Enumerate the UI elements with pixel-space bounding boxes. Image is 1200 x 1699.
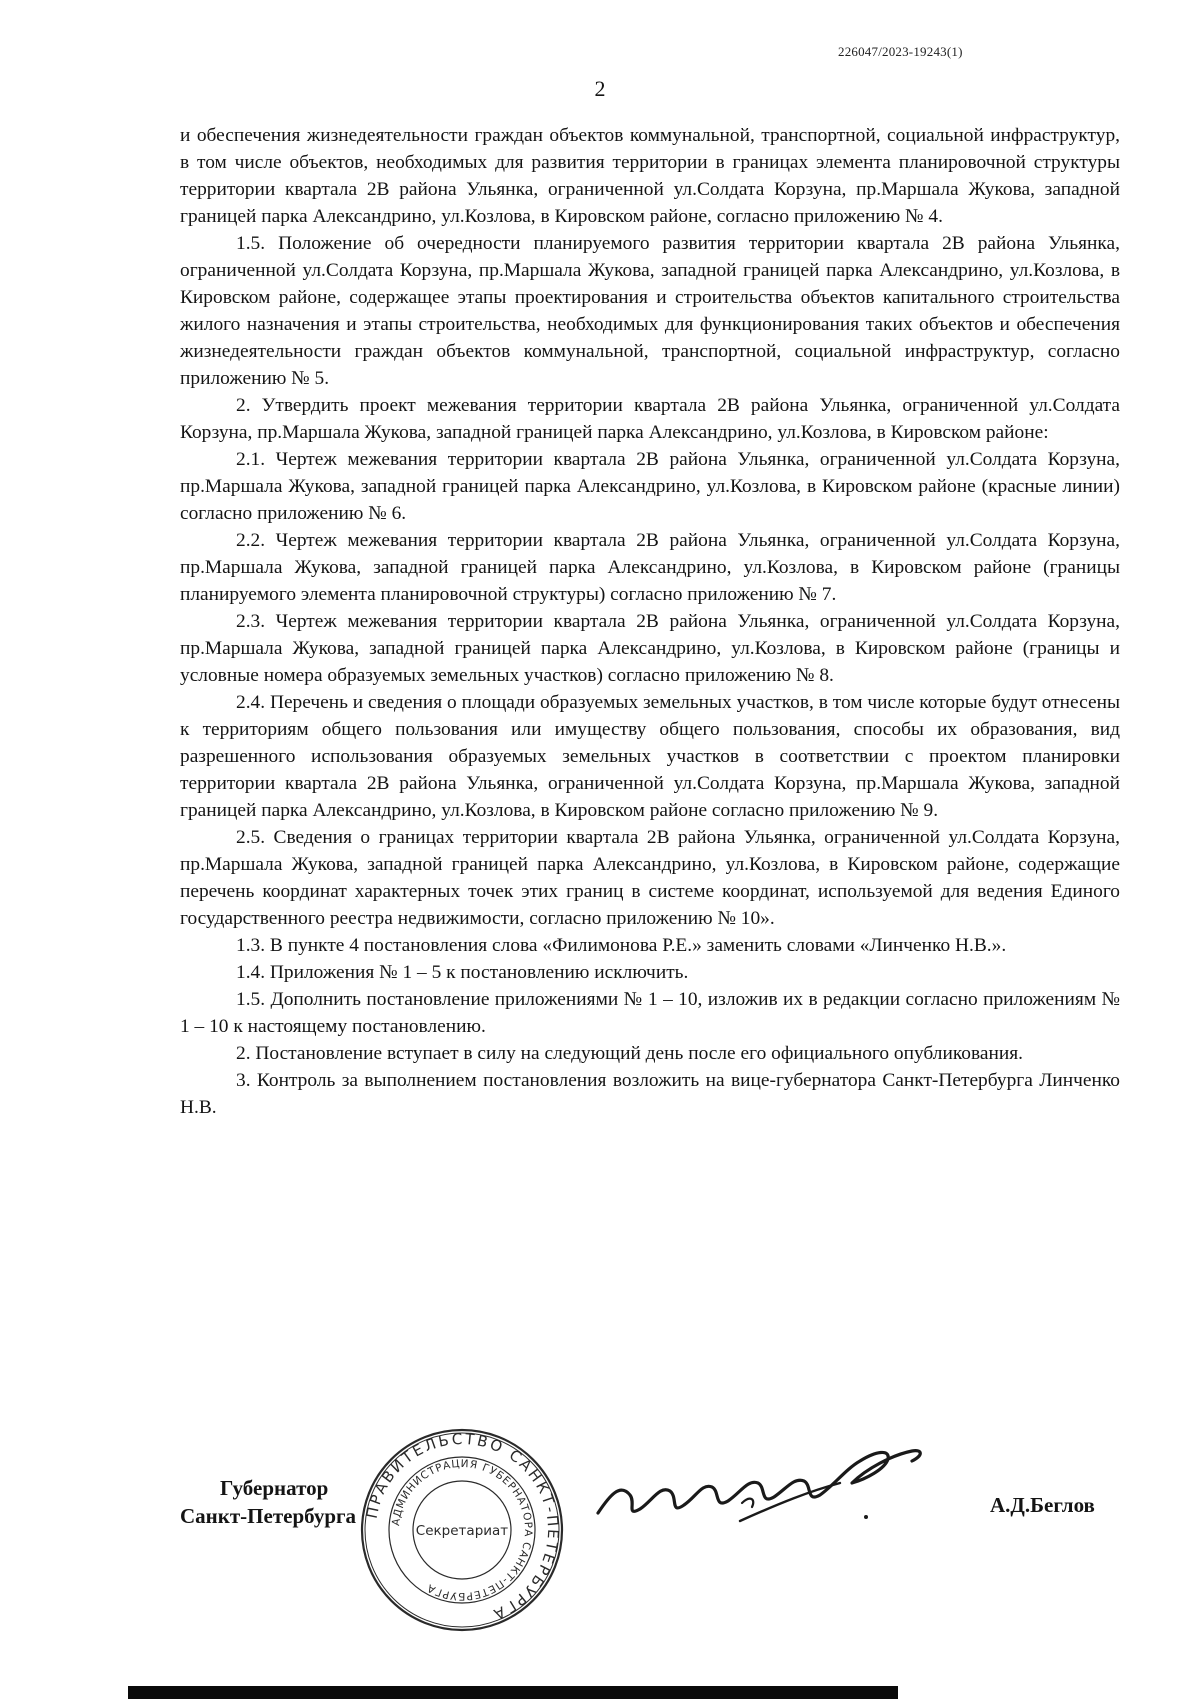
stamp-seal-graphic [357,1425,567,1635]
document-paragraph: 1.5. Дополнить постановление приложениями № 1 – 10, изложив их в редакции согласно приложениям № 1 – 10 к настоящему постановлению. [180,989,1120,1037]
document-paragraph: 1.4. Приложения № 1 – 5 к постановлению исключить. [236,962,689,983]
signature-graphic [590,1425,930,1545]
signatory-title-line1: Губернатор [220,1476,329,1500]
document-paragraph: 2. Постановление вступает в силу на следующий день после его официального опубликования. [236,1043,1024,1064]
document-paragraph: 1.3. В пункте 4 постановления слова «Филимонова Р.Е.» заменить словами «Линченко Н.В.». [236,935,1007,956]
handwritten-signature [590,1425,930,1550]
signatory-title [180,1474,356,1530]
svg-text:Секретариат: Секретариат [415,1523,509,1539]
document-paragraph: 2.5. Сведения о границах территории квартала 2В района Ульянка, ограниченной ул.Солдата Корзуна, пр.Маршала Жукова, западной границей парка Александрино, ул.Козлова, в Кировском районе, содержащие перечень координат характерных точек этих границ в системе координат, используемой для ведения Единого государственного реестра недвижимости, согласно приложению № 10». [180,827,1120,929]
document-paragraph: 1.5. Положение об очередности планируемого развития территории квартала 2В района Ульянка, ограниченной ул.Солдата Корзуна, пр.Маршала Жукова, западной границей парка Александрино, ул.Козлова, в Кировском районе, содержащее этапы проектирования и строительства объектов капитального строительства жилого назначения и этапы строительства, необходимых для функционирования таких объектов и обеспечения жизнедеятельности граждан объектов коммунальной, транспортной, социальной инфраструктур, согласно приложению № 5. [180,233,1120,389]
page-number: 2 [594,76,606,101]
document-paragraph: 2.2. Чертеж межевания территории квартала 2В района Ульянка, ограниченной ул.Солдата Корзуна, пр.Маршала Жукова, западной границей парка Александрино, ул.Козлова, в Кировском районе (границы планируемого элемента планировочной структуры) согласно приложению № 7. [180,530,1120,605]
document-paragraph: 2.1. Чертеж межевания территории квартала 2В района Ульянка, ограниченной ул.Солдата Корзуна, пр.Маршала Жукова, западной границей парка Александрино, ул.Козлова, в Кировском районе (красные линии) согласно приложению № 6. [180,449,1120,524]
svg-text:ПРАВИТЕЛЬСТВО САНКТ-ПЕТЕРБУРГА: ПРАВИТЕЛЬСТВО САНКТ-ПЕТЕРБУРГА [362,1429,563,1625]
document-paragraph: 2.4. Перечень и сведения о площади образуемых земельных участков, в том числе которые будут отнесены к территориям общего пользования или имуществу общего пользования, способы их образования, вид разрешенного использования образуемых земельных участков в соответствии с проектом планировки территории квартала 2В района Ульянка, ограниченной ул.Солдата Корзуна, пр.Маршала Жукова, западной границей парка Александрино, ул.Козлова, в Кировском районе согласно приложению № 9. [180,692,1120,821]
document-paragraph: 2.3. Чертеж межевания территории квартала 2В района Ульянка, ограниченной ул.Солдата Корзуна, пр.Маршала Жукова, западной границей парка Александрино, ул.Козлова, в Кировском районе (границы и условные номера образуемых земельных участков) согласно приложению № 8. [180,611,1120,686]
official-stamp [357,1425,567,1640]
document-paragraph: 3. Контроль за выполнением постановления возложить на вице-губернатора Санкт-Петербурга Линченко Н.В. [180,1070,1120,1118]
svg-text:АДМИНИСТРАЦИЯ ГУБЕРНАТОРА САНК: АДМИНИСТРАЦИЯ ГУБЕРНАТОРА САНКТ-ПЕТЕРБУРГА [390,1457,535,1603]
document-number: 226047/2023-19243(1) [838,44,963,59]
document-paragraph: и обеспечения жизнедеятельности граждан объектов коммунальной, транспортной, социальной инфраструктур, в том числе объектов, необходимых для развития территории в границах элемента планировочной структуры территории квартала 2В района Ульянка, ограниченной ул.Солдата Корзуна, пр.Маршала Жукова, западной границей парка Александрино, ул.Козлова, в Кировском районе, согласно приложению № 4. [180,125,1120,227]
signatory-title-line2: Санкт-Петербурга [180,1504,357,1528]
signatory-name: А.Д.Беглов [990,1493,1095,1517]
document-body [180,122,1120,1121]
document-paragraph: 2. Утвердить проект межевания территории квартала 2В района Ульянка, ограниченной ул.Солдата Корзуна, пр.Маршала Жукова, западной границей парка Александрино, ул.Козлова, в Кировском районе: [180,395,1120,443]
page-bottom-bar [128,1686,898,1699]
